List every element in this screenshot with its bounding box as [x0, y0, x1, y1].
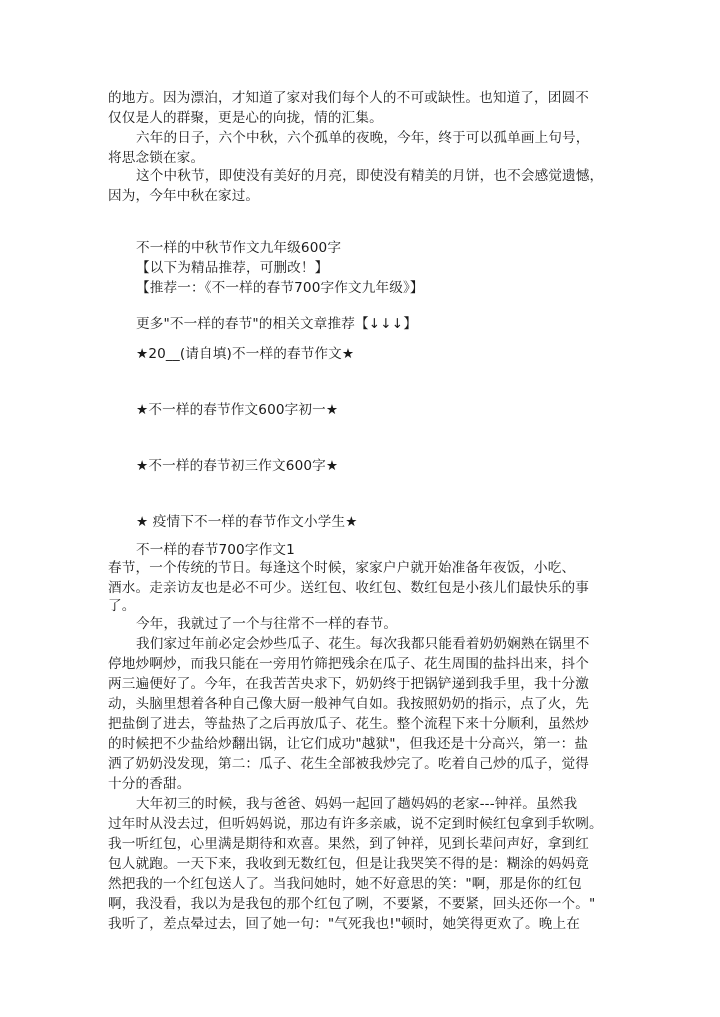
recommend-note: 【以下为精品推荐，可删改！】	[136, 260, 329, 276]
paragraph-line: 过年时从没去过，但听妈妈说，那边有许多亲戚，说不定到时候红包拿到手软咧。	[108, 816, 603, 832]
paragraph-line: 然把我的一个红包送人了。当我问她时，她不好意思的笑："啊，那是你的红包	[108, 876, 582, 892]
article-link-3[interactable]: ★不一样的春节初三作文600字★	[136, 458, 339, 474]
paragraph-line: 洒了奶奶没发现，第二：瓜子、花生全部被我炒完了。吃着自己炒的瓜子，觉得	[108, 756, 590, 772]
paragraph-line: 这个中秋节，即使没有美好的月亮，即使没有精美的月饼，也不会感觉遗憾，	[136, 168, 604, 184]
paragraph-line: 仅仅是人的群聚，更是心的向拢，情的汇集。	[108, 110, 383, 126]
paragraph-line: 把盐倒了进去，等盐热了之后再放瓜子、花生。整个流程下来十分顺利，虽然炒	[108, 716, 590, 732]
paragraph-line: 的地方。因为漂泊，才知道了家对我们每个人的不可或缺性。也知道了，团圆不	[108, 90, 590, 106]
paragraph-line: 春节，一个传统的节日。每逢这个时候，家家户户就开始准备年夜饭，小吃、	[108, 560, 576, 576]
paragraph-line: 我们家过年前必定会炒些瓜子、花生。每次我都只能看着奶奶娴熟在锅里不	[136, 636, 590, 652]
paragraph-line: 包人就跑。一天下来，我收到无数红包，但是让我哭笑不得的是：糊涂的妈妈竟	[108, 856, 590, 872]
paragraph-line: 大年初三的时候，我与爸爸、妈妈一起回了趟妈妈的老家---钟祥。虽然我	[136, 796, 578, 812]
recommend-one: 【推荐一：《不一样的春节700字作文九年级》】	[136, 280, 424, 296]
paragraph-line: 的时候把不少盐给炒翻出锅，让它们成功"越狱"，但我还是十分高兴，第一：盐	[108, 736, 589, 752]
article-link-2[interactable]: ★不一样的春节作文600字初一★	[136, 402, 339, 418]
paragraph-line: 今年，我就过了一个与往常不一样的春节。	[136, 616, 398, 632]
paragraph-line: 啊，我没看，我以为是我包的那个红包了咧，不要紧，不要紧，回头还你一个。"	[108, 896, 596, 912]
paragraph-line: 我听了，差点晕过去，回了她一句："气死我也!"顿时，她笑得更欢了。晚上在	[108, 916, 580, 932]
paragraph-line: 六年的日子，六个中秋，六个孤单的夜晚，今年，终于可以孤单画上句号，	[136, 130, 590, 146]
paragraph-line: 了。	[108, 598, 136, 614]
paragraph-line: 停地炒啊炒，而我只能在一旁用竹筛把残余在瓜子、花生周围的盐抖出来，抖个	[108, 656, 590, 672]
paragraph-line: 动，头脑里想着各种自己像大厨一般神气自如。我按照奶奶的指示，点了火，先	[108, 696, 590, 712]
paragraph-line: 我一听红包，心里满是期待和欢喜。果然，到了钟祥，见到长辈问声好，拿到红	[108, 836, 590, 852]
essay-title: 不一样的春节700字作文1	[136, 542, 295, 558]
paragraph-line: 因为，今年中秋在家过。	[108, 188, 260, 204]
more-articles-heading: 更多"不一样的春节"的相关文章推荐【↓↓↓】	[136, 316, 418, 332]
section-title: 不一样的中秋节作文九年级600字	[136, 240, 342, 256]
paragraph-line: 将思念锁在家。	[108, 150, 205, 166]
paragraph-line: 十分的香甜。	[108, 776, 191, 792]
paragraph-line: 两三遍便好了。今年，在我苦苦央求下，奶奶终于把锅铲递到我手里，我十分激	[108, 676, 590, 692]
article-link-1[interactable]: ★20__(请自填)不一样的春节作文★	[136, 346, 355, 362]
article-link-4[interactable]: ★ 疫情下不一样的春节作文小学生★	[136, 514, 358, 530]
paragraph-line: 酒水。走亲访友也是必不可少。送红包、收红包、数红包是小孩儿们最快乐的事	[108, 580, 590, 596]
